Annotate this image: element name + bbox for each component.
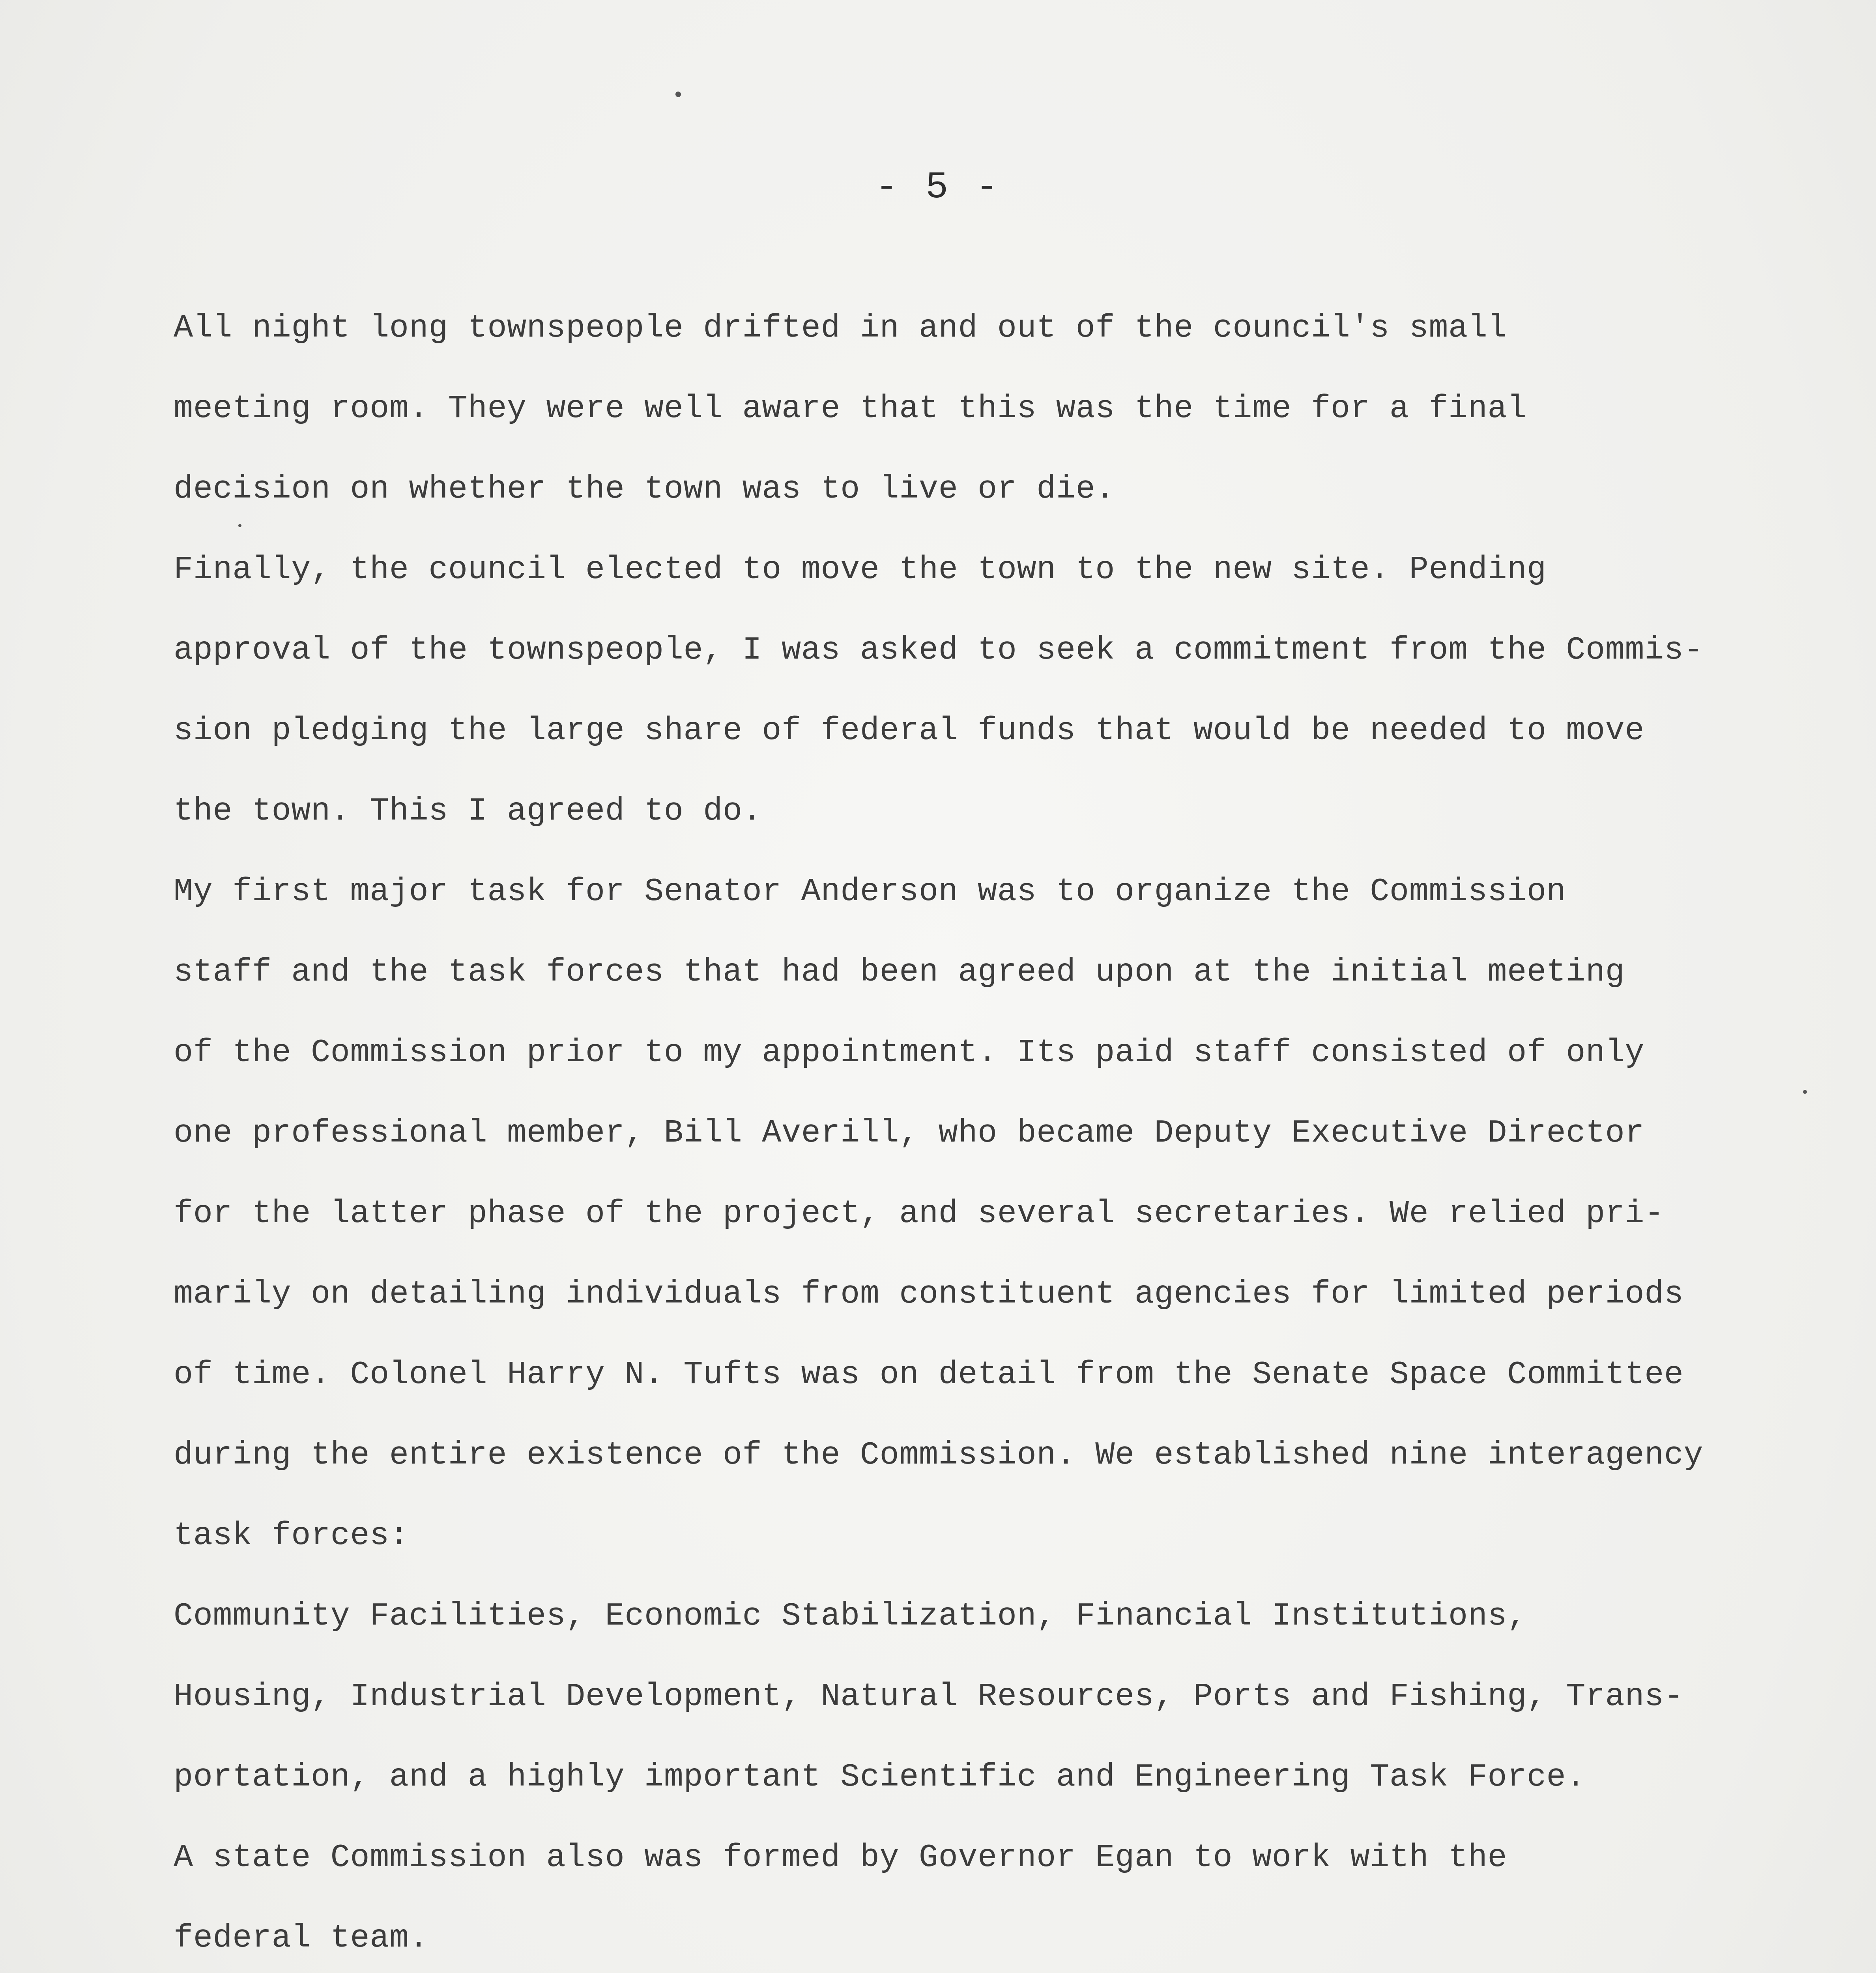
paper-speck	[1803, 1090, 1807, 1094]
paragraph: All night long townspeople drifted in and out of the council's small meeting room. They were well aware that this was the time for a final decision on whether the town was to live or die.	[174, 310, 1527, 507]
paper-speck	[238, 524, 241, 527]
paragraph: Finally, the council elected to move the town to the new site. Pending approval of the townspeople, I was asked to seek a commitment from the Commis- sion pledging the large share of federal funds that would be needed to move the town. This I agreed to do.	[174, 551, 1704, 829]
paragraph: A state Commission also was formed by Governor Egan to work with the federal team.	[174, 1839, 1508, 1956]
body-text	[174, 288, 1748, 1973]
paper-speck	[675, 92, 681, 97]
page-number: - 5 -	[875, 166, 1001, 209]
paragraph: My first major task for Senator Anderson was to organize the Commission staff and the task forces that had been agreed upon at the initial meeting of the Commission prior to my appointment. Its paid staff consisted of only one professional member, Bill Averill, who became Deputy Executive Director for the latter phase of the project, and several secretaries. We relied pri- marily on detailing individuals from constituent agencies for limited periods of time. Colonel Harry N. Tufts was on detail from the Senate Space Committee during the entire existence of the Commission. We established nine interagency task forces:	[174, 873, 1704, 1554]
paragraph: Community Facilities, Economic Stabilization, Financial Institutions, Housing, Industrial Development, Natural Resources, Ports and Fishing, Trans- portation, and a highly important Scientific and Engineering Task Force.	[174, 1598, 1684, 1795]
